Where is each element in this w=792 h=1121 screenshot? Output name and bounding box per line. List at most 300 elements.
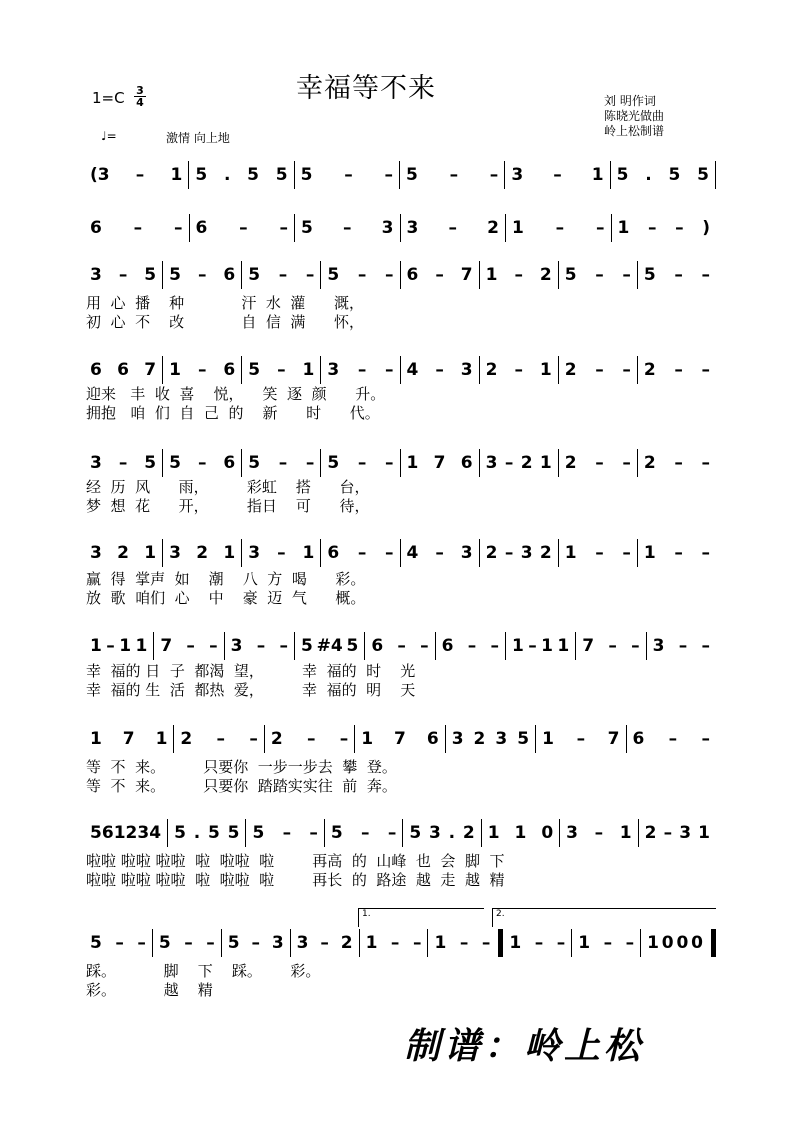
note: 1 <box>578 933 591 953</box>
measure <box>611 165 715 185</box>
note: – <box>384 165 393 185</box>
measure <box>321 265 399 285</box>
note: 6 <box>90 360 102 380</box>
lyric-line: 梦 想 花 开， 指日 可 待， <box>86 497 370 515</box>
measure <box>639 823 716 843</box>
note: 0 <box>691 933 703 953</box>
note: 6 <box>195 218 208 238</box>
score-row <box>84 928 716 958</box>
measure <box>189 165 293 185</box>
measure <box>84 218 189 238</box>
note: 6 <box>223 360 236 380</box>
measure <box>612 218 717 238</box>
note: 6 <box>90 218 102 238</box>
measure <box>401 360 479 380</box>
note: 1 <box>144 543 157 563</box>
note: 1 <box>302 543 315 563</box>
note: – <box>467 636 477 656</box>
note: – <box>595 543 604 563</box>
note: – <box>448 218 457 238</box>
note: 6 <box>426 729 439 749</box>
note: 3 <box>90 543 102 563</box>
note: . <box>223 165 231 185</box>
note: 1 <box>135 636 148 656</box>
note: – <box>118 265 128 285</box>
note: . <box>645 165 652 185</box>
note: – <box>435 360 444 380</box>
note: 1 <box>541 636 553 656</box>
note: – <box>256 636 266 656</box>
note: 2 <box>539 265 552 285</box>
measure <box>559 360 637 380</box>
note: – <box>249 729 258 749</box>
note: – <box>663 823 673 843</box>
notes-line <box>84 213 716 243</box>
note: 2 <box>487 218 499 238</box>
notes-line <box>84 928 716 958</box>
note: 7 <box>394 729 406 749</box>
note: – <box>279 636 288 656</box>
measure <box>401 218 506 238</box>
note: – <box>435 543 444 563</box>
note: 5 <box>668 165 681 185</box>
note: – <box>420 636 429 656</box>
note: – <box>385 360 394 380</box>
note: – <box>282 823 292 843</box>
credit-score: 岭上松制谱 <box>604 124 665 138</box>
note: – <box>647 218 657 238</box>
measure <box>503 933 571 953</box>
note: 5 <box>144 453 157 473</box>
note: 5 <box>517 729 530 749</box>
measure <box>480 453 558 473</box>
note: 1 <box>365 933 378 953</box>
measure <box>559 265 637 285</box>
measure <box>536 729 625 749</box>
measure <box>168 823 245 843</box>
note: 5 <box>616 165 629 185</box>
lyrics-block <box>86 852 716 890</box>
note: – <box>309 823 318 843</box>
measure <box>403 823 480 843</box>
note: 1 <box>485 265 498 285</box>
measure <box>242 265 320 285</box>
lyric-line: 等 不 来。 只要你 踏踏实实往 前 奔。 <box>86 777 397 795</box>
measure <box>638 360 716 380</box>
note: 1 <box>90 729 102 749</box>
measure <box>401 543 479 563</box>
note: 1 <box>302 360 315 380</box>
note: – <box>385 453 394 473</box>
note: – <box>278 453 288 473</box>
measure <box>242 543 320 563</box>
note: 5 <box>90 933 102 953</box>
measure <box>572 933 640 953</box>
note: 1 <box>361 729 374 749</box>
measure <box>295 165 399 185</box>
note: – <box>514 265 523 285</box>
note: 0 <box>676 933 689 953</box>
note: 5 <box>405 165 418 185</box>
note: – <box>277 360 286 380</box>
note: ) <box>702 218 710 238</box>
note: 1 <box>564 543 577 563</box>
note: 3 <box>652 636 665 656</box>
note: 2 <box>643 360 656 380</box>
note: – <box>216 729 226 749</box>
note: 1 <box>512 218 524 238</box>
measure <box>84 360 162 380</box>
credit-lyrics: 刘 明作词 <box>604 94 656 108</box>
measure <box>225 636 294 656</box>
note: 2 <box>196 543 209 563</box>
lyric-line: 放 歌 咱们 心 中 豪 迈 气 概。 <box>86 589 366 607</box>
note: 3 <box>485 453 498 473</box>
notes-line <box>84 631 716 661</box>
double-barline <box>711 929 716 957</box>
score-row <box>84 260 716 290</box>
measure <box>321 453 399 473</box>
measure <box>638 453 716 473</box>
measure <box>401 265 479 285</box>
note: – <box>674 453 683 473</box>
note: – <box>174 218 183 238</box>
note: 3 <box>381 218 394 238</box>
lyric-line: 幸 福的 生 活 都热 爱， 幸 福的 明 天 <box>86 681 416 699</box>
note: 5 <box>409 823 422 843</box>
note: 5 <box>144 265 157 285</box>
measure <box>174 729 263 749</box>
measure <box>641 933 709 953</box>
note: – <box>528 636 537 656</box>
note: – <box>701 636 710 656</box>
note: 3 <box>137 823 150 843</box>
measure <box>360 933 428 953</box>
note: 2 <box>564 453 577 473</box>
note: – <box>320 933 329 953</box>
measure <box>153 933 221 953</box>
barline <box>715 161 716 189</box>
note: 3 <box>511 165 524 185</box>
note: 5 <box>247 165 260 185</box>
measure <box>480 265 558 285</box>
note: – <box>435 265 444 285</box>
note: 1 <box>113 823 126 843</box>
key-signature: 1=C <box>92 89 125 107</box>
note: 5 <box>169 265 181 285</box>
note: – <box>622 360 631 380</box>
notes-line <box>84 260 716 290</box>
note: . <box>193 823 201 843</box>
note: 2 <box>270 729 283 749</box>
measure <box>163 453 241 473</box>
note: 3 <box>460 543 473 563</box>
note: 6 <box>441 636 454 656</box>
notes-line <box>84 160 716 190</box>
note: 5 <box>207 823 220 843</box>
lyrics-block <box>86 385 716 423</box>
lyrics-block <box>86 962 716 1000</box>
note: 3 <box>460 360 473 380</box>
note: – <box>622 265 631 285</box>
note: – <box>361 823 370 843</box>
lyric-line: 踩。 脚 下 踩。 彩。 <box>86 962 321 980</box>
note: 2 <box>485 543 498 563</box>
note: 1 <box>514 823 527 843</box>
measure <box>84 543 162 563</box>
note: 0 <box>661 933 674 953</box>
tempo-description: 激情 向上地 <box>166 131 230 145</box>
measure <box>647 636 716 656</box>
note: 7 <box>144 360 157 380</box>
measure <box>242 453 320 473</box>
note: – <box>504 543 514 563</box>
note: 1 <box>487 823 500 843</box>
note: 6 <box>101 823 114 843</box>
note: – <box>701 729 710 749</box>
note: – <box>279 218 288 238</box>
note: 7 <box>582 636 595 656</box>
note: – <box>674 360 683 380</box>
credit-music: 陈晓光做曲 <box>604 109 665 123</box>
measure <box>321 543 399 563</box>
note: – <box>251 933 260 953</box>
note: 5 <box>327 265 340 285</box>
measure <box>355 729 444 749</box>
measure <box>365 636 434 656</box>
measure <box>560 823 637 843</box>
lyric-line: 彩。 越 精 <box>86 981 213 999</box>
note: 1 <box>406 453 419 473</box>
note: – <box>595 360 604 380</box>
lyrics-block <box>86 570 716 608</box>
note: – <box>106 636 115 656</box>
note: 6 <box>117 360 129 380</box>
note: – <box>596 218 605 238</box>
note: (3 <box>90 165 110 185</box>
note: 1 <box>170 165 183 185</box>
note: 3 <box>327 360 340 380</box>
credits <box>604 94 664 139</box>
note: 1 <box>557 636 570 656</box>
score-row <box>84 631 716 661</box>
note: – <box>622 543 631 563</box>
score-row <box>84 538 716 568</box>
note: 5 <box>169 453 181 473</box>
note: 3 <box>271 933 284 953</box>
measure <box>295 218 400 238</box>
note: – <box>197 453 207 473</box>
note: – <box>397 636 406 656</box>
measure <box>401 453 479 473</box>
lyric-line: 初 心 不 改 自 信 满 怀， <box>86 313 365 331</box>
note: 7 <box>607 729 620 749</box>
note: 5 <box>330 823 343 843</box>
note: 1 <box>698 823 710 843</box>
lyrics-block <box>86 662 716 700</box>
note: 7 <box>460 265 473 285</box>
note: 1 <box>542 729 554 749</box>
note: 4 <box>149 823 162 843</box>
notes-line <box>84 538 716 568</box>
measure <box>482 823 559 843</box>
note: – <box>625 933 635 953</box>
note: 2 <box>485 360 498 380</box>
note: – <box>184 933 193 953</box>
note: – <box>390 933 400 953</box>
note: 5 <box>301 218 313 238</box>
notes-line <box>84 448 716 478</box>
note: – <box>603 933 613 953</box>
lyric-line: 啦啦 啦啦 啦啦 啦 啦啦 啦 再长 的 路途 越 走 越 精 <box>86 871 505 889</box>
note: – <box>197 360 207 380</box>
note: #4 <box>316 636 343 656</box>
note: – <box>357 543 367 563</box>
measure <box>84 636 153 656</box>
score-row <box>84 724 716 754</box>
note: – <box>137 933 146 953</box>
note: – <box>631 636 640 656</box>
note: 5 <box>643 265 656 285</box>
measure <box>265 729 354 749</box>
note: 2 <box>340 933 353 953</box>
note: 3 <box>230 636 243 656</box>
score-row <box>84 355 716 385</box>
note: – <box>186 636 195 656</box>
note: 7 <box>122 729 135 749</box>
note: 2 <box>125 823 138 843</box>
note: – <box>209 636 218 656</box>
measure <box>84 729 173 749</box>
note: – <box>678 636 688 656</box>
lyric-line: 迎来 丰 收 喜 悦， 笑 逐 颜 升。 <box>86 385 386 403</box>
measure <box>506 636 575 656</box>
note: 1 <box>119 636 132 656</box>
notes-line <box>84 818 716 848</box>
note: 3 <box>296 933 309 953</box>
note: 2 <box>564 360 577 380</box>
note: 1 <box>511 636 524 656</box>
note: 6 <box>460 453 473 473</box>
measure <box>480 360 558 380</box>
signature: 制谱：岭上松 <box>404 1025 645 1067</box>
note: – <box>668 729 678 749</box>
note: 1 <box>617 218 630 238</box>
measure <box>295 636 364 656</box>
note: 3 <box>428 823 441 843</box>
note: 2 <box>473 729 486 749</box>
measure <box>84 933 152 953</box>
lyric-line: 幸 福的 日 子 都渴 望， 幸 福的 时 光 <box>86 662 416 680</box>
note: – <box>357 360 367 380</box>
note: 2 <box>180 729 193 749</box>
note: 3 <box>679 823 692 843</box>
note: – <box>674 265 683 285</box>
note: 5 <box>697 165 709 185</box>
note: – <box>608 636 617 656</box>
note: – <box>344 165 353 185</box>
note: 5 <box>252 823 265 843</box>
measure <box>436 636 505 656</box>
note: – <box>133 218 143 238</box>
note: 5 <box>248 360 261 380</box>
note: 1 <box>539 360 552 380</box>
lyrics-block <box>86 758 716 796</box>
measure <box>222 933 290 953</box>
measure <box>154 636 223 656</box>
note: 5 <box>248 453 261 473</box>
note: 1 <box>434 933 447 953</box>
note: 2 <box>462 823 475 843</box>
note: – <box>459 933 469 953</box>
note: – <box>701 360 710 380</box>
note: 7 <box>433 453 446 473</box>
measure <box>506 218 611 238</box>
measure <box>576 636 645 656</box>
note: – <box>595 265 604 285</box>
score-row <box>84 213 716 243</box>
note: – <box>343 218 352 238</box>
measure <box>84 453 162 473</box>
measure <box>505 165 609 185</box>
volta-second-ending: 2. <box>492 908 716 927</box>
note: 3 <box>495 729 508 749</box>
note: 1 <box>90 636 102 656</box>
note: – <box>278 265 288 285</box>
song-title: 幸福等不来 <box>296 73 436 104</box>
score-row <box>84 818 716 848</box>
score-row <box>84 160 716 190</box>
note: 3 <box>169 543 181 563</box>
note: 6 <box>632 729 645 749</box>
note: 3 <box>406 218 419 238</box>
note: 5 <box>564 265 577 285</box>
note: – <box>277 543 286 563</box>
note: – <box>701 543 710 563</box>
note: – <box>490 636 499 656</box>
note: – <box>135 165 145 185</box>
note: – <box>197 265 207 285</box>
note: 5 <box>346 636 359 656</box>
measure <box>446 729 535 749</box>
measure <box>242 360 320 380</box>
note: 5 <box>90 823 102 843</box>
lyric-line: 经 历 风 雨， 彩虹 搭 台， <box>86 478 370 496</box>
note: 1 <box>509 933 522 953</box>
note: 7 <box>160 636 173 656</box>
measure <box>84 823 167 843</box>
score-row <box>84 448 716 478</box>
lyric-line: 等 不 来。 只要你 一步一步去 攀 登。 <box>86 758 397 776</box>
note: 5 <box>300 636 313 656</box>
lyric-line: 拥抱 咱 们 自 己 的 新 时 代。 <box>86 404 380 422</box>
note: – <box>594 823 604 843</box>
note: 1 <box>619 823 632 843</box>
note: – <box>206 933 215 953</box>
measure <box>190 218 295 238</box>
lyric-line: 赢 得 掌声 如 潮 八 方 喝 彩。 <box>86 570 366 588</box>
note: – <box>239 218 248 238</box>
note: 2 <box>539 543 552 563</box>
lyric-line: 用 心 播 种 汗 水 灌 溉， <box>86 294 365 312</box>
time-signature-bottom: 4 <box>136 96 144 109</box>
note: – <box>674 543 683 563</box>
notes-line <box>84 724 716 754</box>
note: 5 <box>327 453 340 473</box>
note: – <box>701 453 710 473</box>
measure <box>163 360 241 380</box>
note: 1 <box>647 933 659 953</box>
